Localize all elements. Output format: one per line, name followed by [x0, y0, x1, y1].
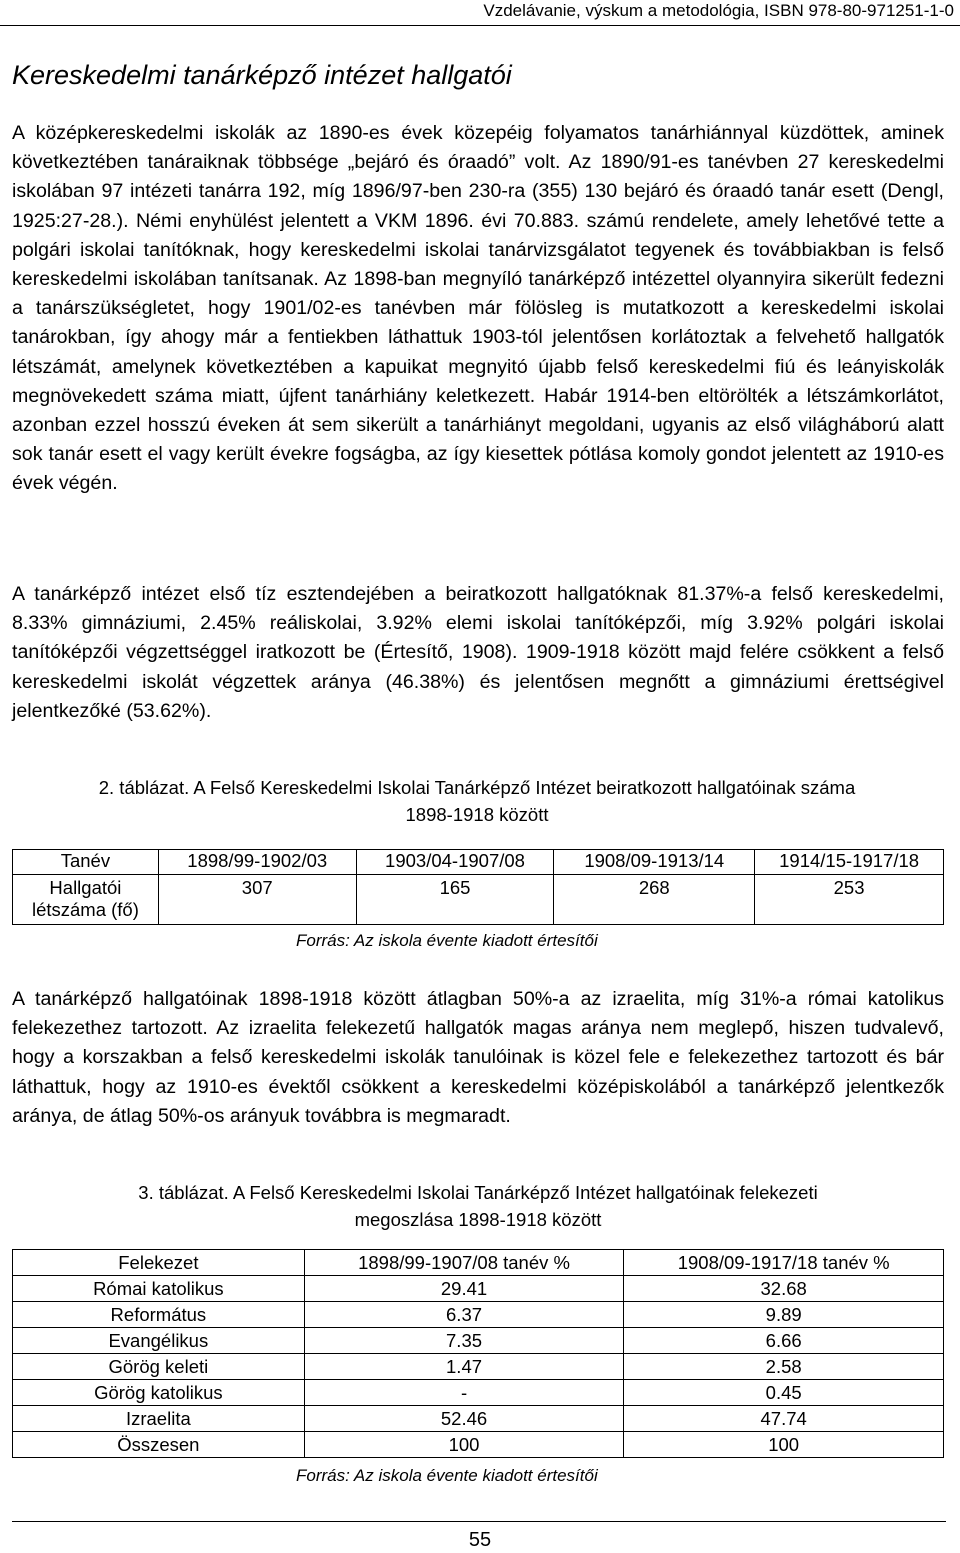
section-title: Kereskedelmi tanárképző intézet hallgatói [12, 60, 512, 90]
table-3-cell: Református [13, 1302, 305, 1328]
table-3-cell: 100 [304, 1432, 624, 1458]
table-2-header-cell: 1914/15-1917/18 [755, 850, 944, 875]
table-2-caption [12, 774, 942, 828]
table-3-row [13, 1406, 944, 1432]
table-2-header-row [13, 850, 944, 875]
running-header [0, 0, 960, 26]
table-3-cell: 6.37 [304, 1302, 624, 1328]
table-2-header-cell: 1908/09-1913/14 [554, 850, 755, 875]
table-3-cell: 52.46 [304, 1406, 624, 1432]
table-3-cell: Izraelita [13, 1406, 305, 1432]
table-2-header-cell: 1903/04-1907/08 [356, 850, 554, 875]
table-3-cell: 7.35 [304, 1328, 624, 1354]
table-3-caption [12, 1179, 944, 1233]
table-3-cell: Összesen [13, 1432, 305, 1458]
table-3 [12, 1249, 944, 1458]
table-2-row [13, 875, 944, 925]
table-3-cell: - [304, 1380, 624, 1406]
table-2-caption-line-2: 1898-1918 között [405, 804, 549, 825]
table-3-row [13, 1354, 944, 1380]
table-3-cell: 32.68 [624, 1276, 944, 1302]
table-3-cell: 9.89 [624, 1302, 944, 1328]
table-3-source: Forrás: Az iskola évente kiadott értesítői [296, 1466, 598, 1485]
table-3-cell: 2.58 [624, 1354, 944, 1380]
footer-divider [12, 1521, 946, 1522]
table-3-cell: 100 [624, 1432, 944, 1458]
table-3-row [13, 1276, 944, 1302]
table-3-row [13, 1380, 944, 1406]
table-3-cell: Görög katolikus [13, 1380, 305, 1406]
table-3-cell: 29.41 [304, 1276, 624, 1302]
table-2-row-label-line-1: Hallgatói [49, 877, 122, 898]
table-2-header-cell: Tanév [13, 850, 159, 875]
table-3-cell: Görög keleti [13, 1354, 305, 1380]
table-2 [12, 849, 944, 925]
paragraph-1: A középkereskedelmi iskolák az 1890-es évek közepéig folyamatos tanárhiánnyal küzdöttek, aminek következtében tanáraiknak többsége „bejáró és óraadó” volt. Az 1890/91-es tanévben 27 kereskedelmi iskolában 97 intézeti tanárra 192, míg 1896/97-ben 230-ra (355) 130 bejáró és óraadó tanár esett (Dengl, 1925:27-28.). Némi enyhülést jelentett a VKM 1896. évi 70.883. számú rendelete, amely lehetővé tette a polgári iskolai tanítóknak, hogy kereskedelmi iskolai tanárvizsgálatot tegyenek és továbbiakban is felső kereskedelmi iskolában tanítsanak. Az 1898-ban megnyíló tanárképző intézettel olyannyira sikerült fedezni a tanárszükségletet, hogy 1901/02-es tanévben már fölösleg is mutatkozott a kereskedelmi iskolai tanárokban, így ahogy már a fentiekben láthattuk 1903-tól jelentősen korlátoztak a felvehető hallgatók létszámát, amelynek következtében a kapuikat megnyitó újabb felső kereskedelmi fiú és leányiskolák megnövekedett száma miatt, újfent tanárhiány keletkezett. Habár 1914-ben eltörölték a létszámkorlátot, azonban ezzel hosszú éveken át sem sikerült a tanárhiányt megoldani, ugyanis az első világháború alatt sok tanár esett el vagy került évekre fogságba, az így kiesettek pótlása komoly gondot jelentett az 1910-es évek végén. [12, 122, 944, 495]
table-2-cell: 307 [158, 875, 356, 925]
table-2-cell: 165 [356, 875, 554, 925]
table-3-header-cell: Felekezet [13, 1250, 305, 1276]
table-2-header-cell: 1898/99-1902/03 [158, 850, 356, 875]
page-number: 55 [468, 1529, 492, 1551]
table-3-header-cell: 1898/99-1907/08 tanév % [304, 1250, 624, 1276]
table-2-row-label [13, 875, 159, 925]
table-3-caption-line-1: 3. táblázat. A Felső Kereskedelmi Iskolai Tanárképző Intézet hallgatóinak felekezeti [138, 1182, 818, 1203]
table-3-cell: 1.47 [304, 1354, 624, 1380]
table-2-source: Forrás: Az iskola évente kiadott értesítői [296, 931, 598, 950]
paragraph-3: A tanárképző hallgatóinak 1898-1918 között átlagban 50%-a az izraelita, míg 31%-a római katolikus felekezethez tartozott. Az izraelita felekezetű hallgatók magas aránya nem meglepő, hiszen tudvalevő, hogy a korszakban a felső kereskedelmi iskolák tanulóinak is közel fele e felekezethez tartozott és bár láthattuk, hogy az 1910-es évektől csökkent a kereskedelmi középiskolából a tanárképző jelentkezők aránya, de átlag 50%-os arányuk továbbra is megmaradt. [12, 988, 944, 1127]
header-text: Vzdelávanie, výskum a metodológia, ISBN 978-80-971251-1-0 [483, 1, 954, 20]
table-3-cell: Evangélikus [13, 1328, 305, 1354]
table-3-cell: 6.66 [624, 1328, 944, 1354]
table-2-row-label-line-2: létszáma (fő) [31, 899, 139, 920]
table-2-cell: 253 [755, 875, 944, 925]
table-3-row [13, 1328, 944, 1354]
table-3-cell: 0.45 [624, 1380, 944, 1406]
table-3-header-row [13, 1250, 944, 1276]
table-3-cell: Római katolikus [13, 1276, 305, 1302]
table-3-cell: 47.74 [624, 1406, 944, 1432]
table-3-caption-line-2: megoszlása 1898-1918 között [354, 1209, 602, 1230]
table-3-row [13, 1432, 944, 1458]
table-2-caption-line-1: 2. táblázat. A Felső Kereskedelmi Iskolai Tanárképző Intézet beiratkozott hallgatóinak száma [98, 777, 856, 798]
table-2-cell: 268 [554, 875, 755, 925]
table-3-row [13, 1302, 944, 1328]
paragraph-2: A tanárképző intézet első tíz esztendejében a beiratkozott hallgatóknak 81.37%-a felső kereskedelmi, 8.33% gimnáziumi, 2.45% reáliskolai, 3.92% elemi iskolai tanítóképzői, míg 3.92% polgári iskolai tanítóképzői végzettséggel iratkozott be (Értesítő, 1908). 1909-1918 között majd felére csökkent a felső kereskedelmi iskolát végzettek aránya (46.38%) és jelentősen megnőtt a gimnáziumi érettségivel jelentkezőké (53.62%). [12, 583, 944, 722]
table-3-header-cell: 1908/09-1917/18 tanév % [624, 1250, 944, 1276]
